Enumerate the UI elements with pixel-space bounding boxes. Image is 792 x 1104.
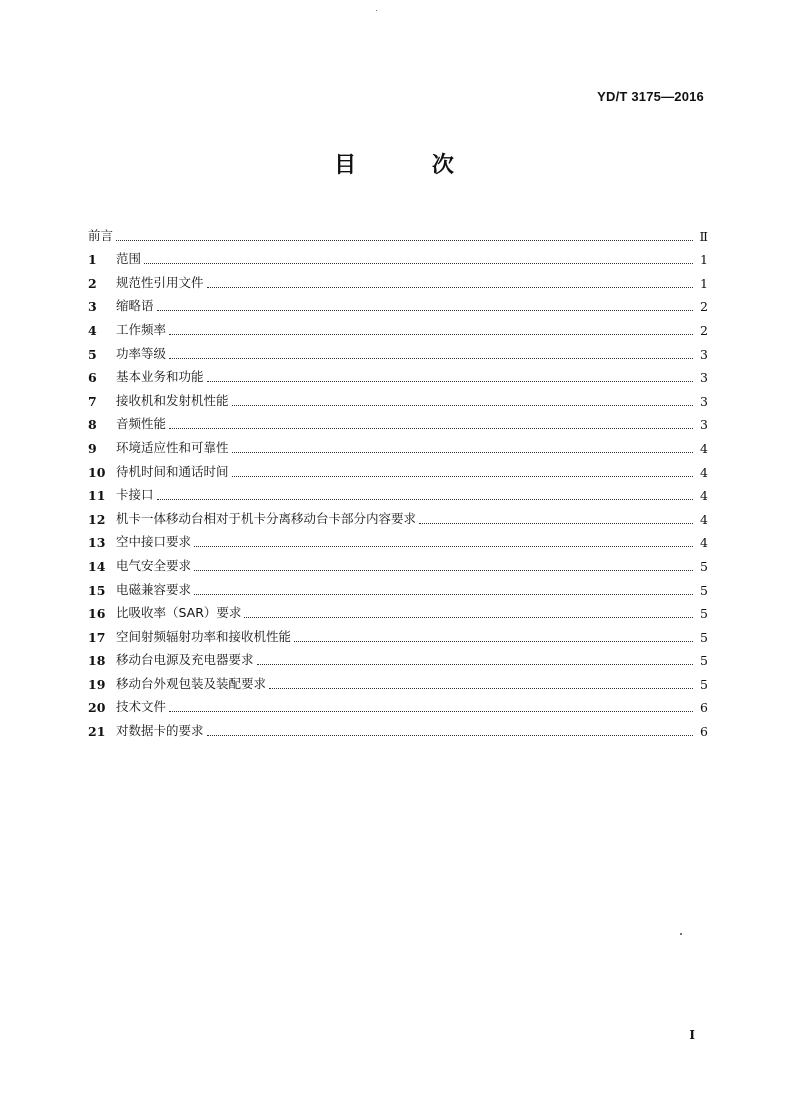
toc-leader-dots	[207, 380, 693, 382]
toc-entry-title: 规范性引用文件	[116, 274, 204, 290]
toc-entry-title: 功率等级	[116, 345, 167, 361]
toc-entry-page: 6	[700, 724, 708, 740]
toc-entry-title: 工作频率	[116, 321, 167, 337]
scan-speck	[680, 933, 682, 935]
toc-leader-dots	[232, 451, 693, 453]
toc-entry-title: 移动台电源及充电器要求	[116, 652, 254, 668]
toc-entry[interactable]	[88, 503, 708, 527]
toc-leader-dots	[194, 545, 693, 547]
toc-entry-number: 14	[88, 558, 106, 574]
toc-entry[interactable]	[88, 480, 708, 504]
toc-entry-title: 空中接口要求	[116, 534, 192, 550]
toc-entry-title: 范围	[116, 251, 142, 267]
scan-speck	[376, 10, 377, 11]
toc-entry[interactable]	[88, 645, 708, 669]
toc-leader-dots	[194, 593, 693, 595]
toc-leader-dots	[294, 640, 693, 642]
toc-entry-title: 前言	[88, 227, 114, 243]
toc-leader-dots	[207, 734, 693, 736]
toc-leader-dots	[169, 427, 693, 429]
toc-leader-dots	[169, 333, 693, 335]
toc-leader-dots	[144, 262, 693, 264]
toc-entry-number: 8	[88, 417, 97, 433]
document-code: YD/T 3175—2016	[597, 89, 704, 104]
toc-entry[interactable]	[88, 409, 708, 433]
toc-entry-title: 待机时间和通话时间	[116, 463, 229, 479]
toc-entry-page: 3	[700, 346, 708, 362]
toc-entry-page: 1	[700, 252, 708, 268]
toc-entry-title: 音频性能	[116, 416, 167, 432]
toc-entry-number: 6	[88, 370, 97, 386]
toc-entry[interactable]	[88, 267, 708, 291]
toc-entry-title: 移动台外观包装及装配要求	[116, 675, 267, 691]
toc-entry-page: 1	[700, 275, 708, 291]
toc-entry-number: 13	[88, 535, 106, 551]
toc-entry[interactable]	[88, 668, 708, 692]
toc-entry-number: 20	[88, 700, 106, 716]
toc-leader-dots	[157, 309, 693, 311]
toc-entry-number: 18	[88, 653, 106, 669]
toc-entry-page: 5	[700, 606, 708, 622]
toc-entry-page: 5	[700, 558, 708, 574]
toc-entry-title: 卡接口	[116, 487, 154, 503]
toc-entry-title: 缩略语	[116, 298, 154, 314]
toc-entry[interactable]	[88, 220, 708, 244]
toc-leader-dots	[169, 357, 693, 359]
toc-entry-number: 11	[88, 488, 106, 504]
toc-entry-number: 15	[88, 582, 106, 598]
toc-entry-number: 10	[88, 464, 106, 480]
toc-entry[interactable]	[88, 385, 708, 409]
toc-entry-title: 机卡一体移动台相对于机卡分离移动台卡部分内容要求	[116, 510, 417, 526]
toc-entry[interactable]	[88, 574, 708, 598]
toc-entry-number: 12	[88, 511, 106, 527]
toc-entry-page: 4	[700, 511, 708, 527]
toc-entry[interactable]	[88, 598, 708, 622]
toc-entry[interactable]	[88, 692, 708, 716]
toc-entry-number: 5	[88, 346, 97, 362]
toc-entry[interactable]	[88, 244, 708, 268]
toc-entry-number: 21	[88, 724, 106, 740]
toc-entry-title: 接收机和发射机性能	[116, 392, 229, 408]
toc-leader-dots	[157, 498, 693, 500]
toc-leader-dots	[116, 239, 693, 241]
toc-entry-page: 2	[700, 322, 708, 338]
toc-entry[interactable]	[88, 362, 708, 386]
toc-entry-page: 5	[700, 676, 708, 692]
page-title: 目 次	[334, 153, 488, 178]
toc-entry[interactable]	[88, 715, 708, 739]
toc-leader-dots	[232, 475, 693, 477]
toc-entry-page: 4	[700, 488, 708, 504]
toc-entry-number: 16	[88, 606, 106, 622]
toc-entry-title: 对数据卡的要求	[116, 723, 204, 739]
toc-entry-number: 7	[88, 393, 97, 409]
toc-entry-number: 2	[88, 275, 97, 291]
toc-entry[interactable]	[88, 314, 708, 338]
toc-entry[interactable]	[88, 291, 708, 315]
toc-entry-title: 电气安全要求	[116, 557, 192, 573]
toc-entry[interactable]	[88, 621, 708, 645]
toc-leader-dots	[232, 404, 693, 406]
toc-leader-dots	[169, 710, 693, 712]
toc-entry-number: 3	[88, 299, 97, 315]
toc-leader-dots	[419, 522, 693, 524]
toc-entry-page: 4	[700, 440, 708, 456]
toc-entry-page: 4	[700, 535, 708, 551]
toc-entry[interactable]	[88, 550, 708, 574]
toc-entry-number: 19	[88, 676, 106, 692]
toc-entry-number: 17	[88, 629, 106, 645]
toc-entry-page: 4	[700, 464, 708, 480]
toc-entry-number: 9	[88, 440, 97, 456]
toc-leader-dots	[269, 687, 693, 689]
toc-entry-title: 环境适应性和可靠性	[116, 439, 229, 455]
page-number: I	[689, 1028, 695, 1042]
toc-entry-number: 1	[88, 252, 97, 268]
toc-entry-title: 技术文件	[116, 699, 167, 715]
toc-entry[interactable]	[88, 456, 708, 480]
toc-entry-page: 2	[700, 299, 708, 315]
toc-entry[interactable]	[88, 432, 708, 456]
toc-entry-title: 空间射频辐射功率和接收机性能	[116, 628, 292, 644]
toc-entry[interactable]	[88, 338, 708, 362]
toc-entry-number: 4	[88, 322, 97, 338]
toc-entry-title: 比吸收率（SAR）要求	[116, 605, 242, 621]
toc-entry-page: Ⅱ	[699, 228, 708, 244]
toc-entry-page: 6	[700, 700, 708, 716]
toc-entry-page: 5	[700, 653, 708, 669]
toc-entry[interactable]	[88, 527, 708, 551]
toc-leader-dots	[194, 569, 693, 571]
toc-entry-page: 5	[700, 582, 708, 598]
toc-leader-dots	[257, 663, 693, 665]
toc-entry-title: 基本业务和功能	[116, 369, 204, 385]
toc-leader-dots	[244, 616, 693, 618]
toc-entry-page: 3	[700, 393, 708, 409]
toc-entry-page: 3	[700, 417, 708, 433]
toc-entry-page: 3	[700, 370, 708, 386]
toc-entry-title: 电磁兼容要求	[116, 581, 192, 597]
toc-leader-dots	[207, 286, 693, 288]
table-of-contents	[88, 220, 708, 739]
toc-entry-page: 5	[700, 629, 708, 645]
